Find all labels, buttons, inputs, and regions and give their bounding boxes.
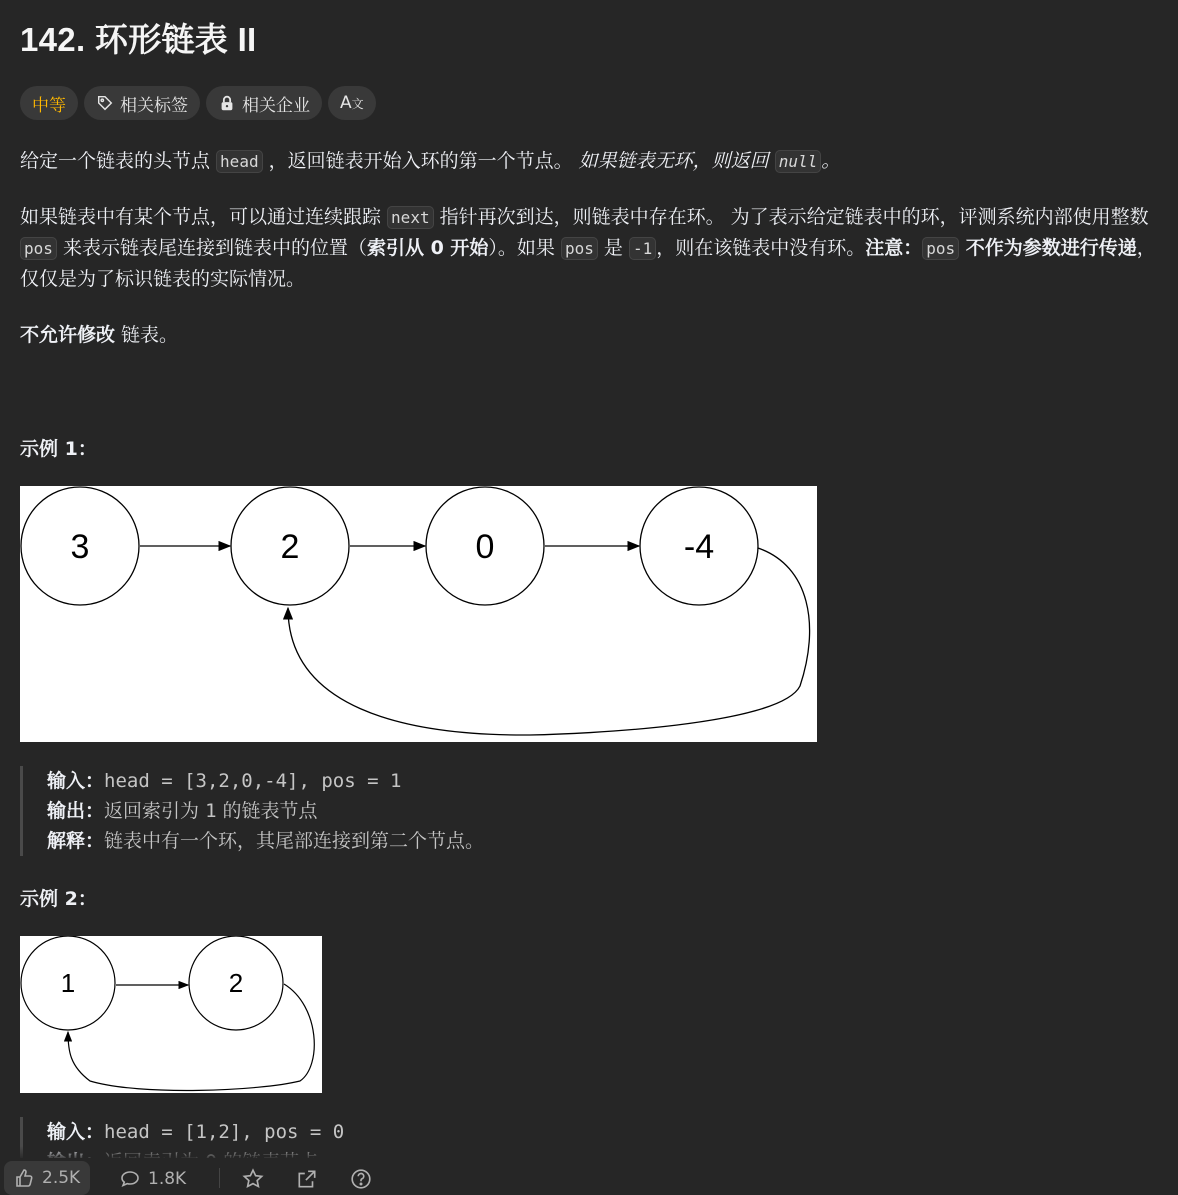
question-icon — [350, 1168, 372, 1190]
description-paragraph-1: 给定一个链表的头节点 head ，返回链表开始入环的第一个节点。 如果链表无环，则返回 null 。 — [20, 150, 841, 172]
example-1-title: 示例 1： — [20, 438, 97, 460]
description-paragraph-2: 如果链表中有某个节点，可以通过连续跟踪 next 指针再次到达，则链表中存在环。 为了表示给定链表中的环，评测系统内部使用整数 pos 来表示链表尾连接到链表中的位置（索引从 0 开始）。如果 pos 是 -1 ，则在该链表中没有环。注意： pos 不作为参数进行传递，仅仅是为了标识链表的实际情况。 — [20, 206, 1156, 290]
like-count: 2.5K — [42, 1168, 81, 1188]
comment-count: 1.8K — [148, 1169, 187, 1189]
cycle-arrow — [68, 984, 314, 1090]
divider — [219, 1168, 220, 1188]
star-icon — [242, 1168, 264, 1190]
node-label: 2 — [228, 968, 244, 998]
node-label: 1 — [60, 968, 76, 998]
problem-title: 142. 环形链表 II — [20, 21, 257, 58]
cycle-arrow — [288, 548, 810, 735]
comment-icon — [120, 1169, 140, 1189]
tag-icon — [96, 94, 114, 112]
like-button[interactable] — [4, 1161, 90, 1195]
translate-button[interactable] — [328, 86, 376, 120]
lock-icon — [218, 94, 236, 112]
example-1-io: 输入：head = [3,2,0,-4], pos = 1 输出：返回索引为 1 的链表节点 解释：链表中有一个环，其尾部连接到第二个节点。 — [20, 766, 484, 856]
comments-button[interactable] — [120, 1164, 186, 1194]
related-companies-label: 相关企业 — [242, 95, 310, 116]
example-2-io: 输入：head = [1,2], pos = 0 — [20, 1117, 344, 1177]
node-label: 0 — [475, 528, 495, 566]
help-button[interactable] — [350, 1164, 372, 1194]
difficulty-badge[interactable]: 中等 — [20, 86, 78, 120]
bottom-action-bar — [0, 1158, 1178, 1189]
tag-bar — [20, 86, 376, 120]
node-label: -4 — [683, 528, 715, 566]
example-2-diagram — [20, 936, 322, 1093]
share-icon — [296, 1168, 318, 1190]
node-label: 3 — [70, 528, 90, 566]
example-2-title: 示例 2： — [20, 888, 97, 910]
description-paragraph-3: 不允许修改 链表。 — [20, 324, 179, 346]
translate-icon: A文 — [340, 93, 364, 113]
related-tags-label: 相关标签 — [120, 95, 188, 116]
share-button[interactable] — [296, 1164, 318, 1194]
thumbs-up-icon — [14, 1168, 34, 1188]
related-tags-button[interactable] — [84, 86, 200, 120]
related-companies-button[interactable] — [206, 86, 322, 120]
example-1-diagram — [20, 486, 817, 742]
node-label: 2 — [280, 528, 300, 566]
favorite-button[interactable] — [242, 1164, 264, 1194]
